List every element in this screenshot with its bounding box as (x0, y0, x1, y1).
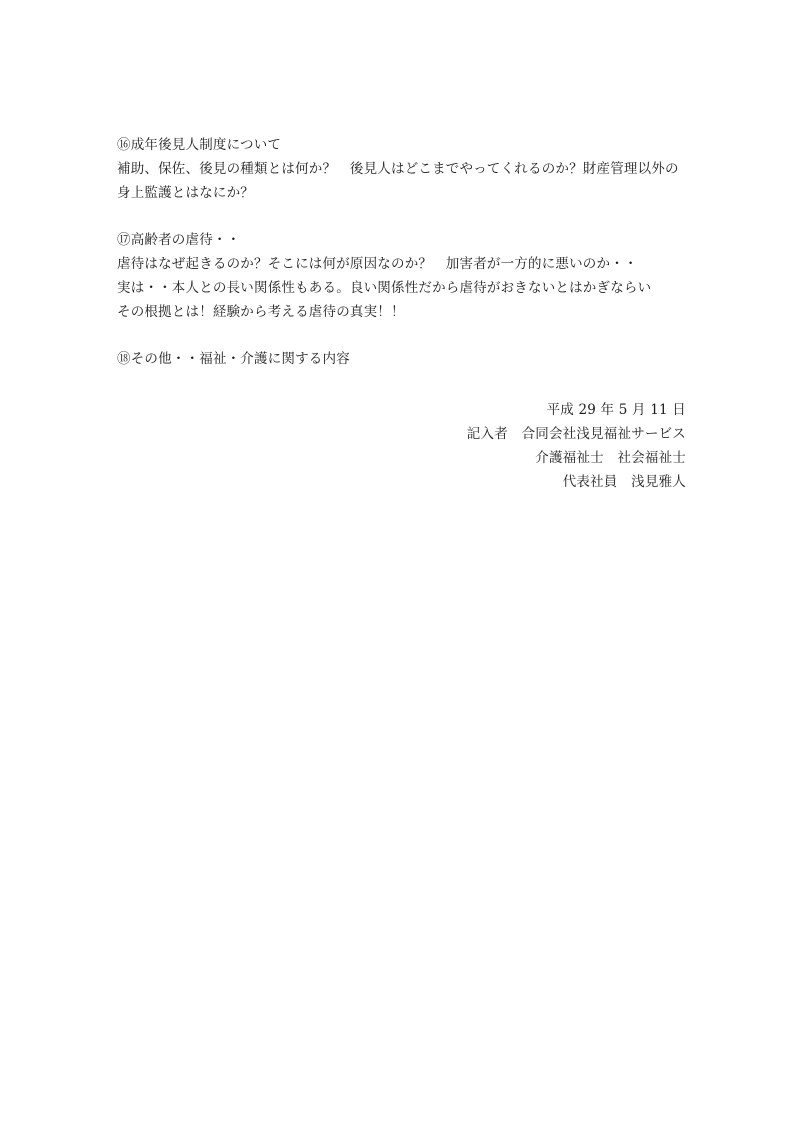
topic-list (117, 133, 697, 394)
section-text-line: その根拠とは！経験から考える虐待の真実！！ (117, 304, 405, 320)
signature-block (326, 398, 686, 494)
section-guardianship (117, 133, 697, 205)
section-text-line: 虐待はなぜ起きるのか？そこには何が原因なのか？ 加害者が一方的に悪いのか・・ (117, 256, 638, 272)
section-text-line: 身上監護とはなにか？ (117, 185, 254, 201)
author-line: 記入者 合同会社浅見福祉サービス (466, 426, 686, 442)
representative-line: 代表社員 浅見雅人 (562, 474, 686, 490)
qualifications-line: 介護福祉士 社会福祉士 (535, 450, 686, 466)
section-text-line: 実は・・本人との長い関係性もある。良い関係性だから虐待がおきないとはかぎならい (117, 280, 652, 296)
section-elder-abuse (117, 228, 697, 324)
document-date: 平成 29 年 5 月 11 日 (546, 402, 686, 418)
section-text-line: 補助、保佐、後見の種類とは何か？ 後見人はどこまでやってくれるのか？財産管理以外の (117, 161, 679, 177)
section-other (117, 347, 697, 371)
section-heading: ⑯成年後見人制度について (117, 137, 282, 153)
section-heading: ⑱その他・・福祉・介護に関する内容 (117, 351, 350, 367)
section-heading: ⑰高齢者の虐待・・ (117, 232, 241, 248)
